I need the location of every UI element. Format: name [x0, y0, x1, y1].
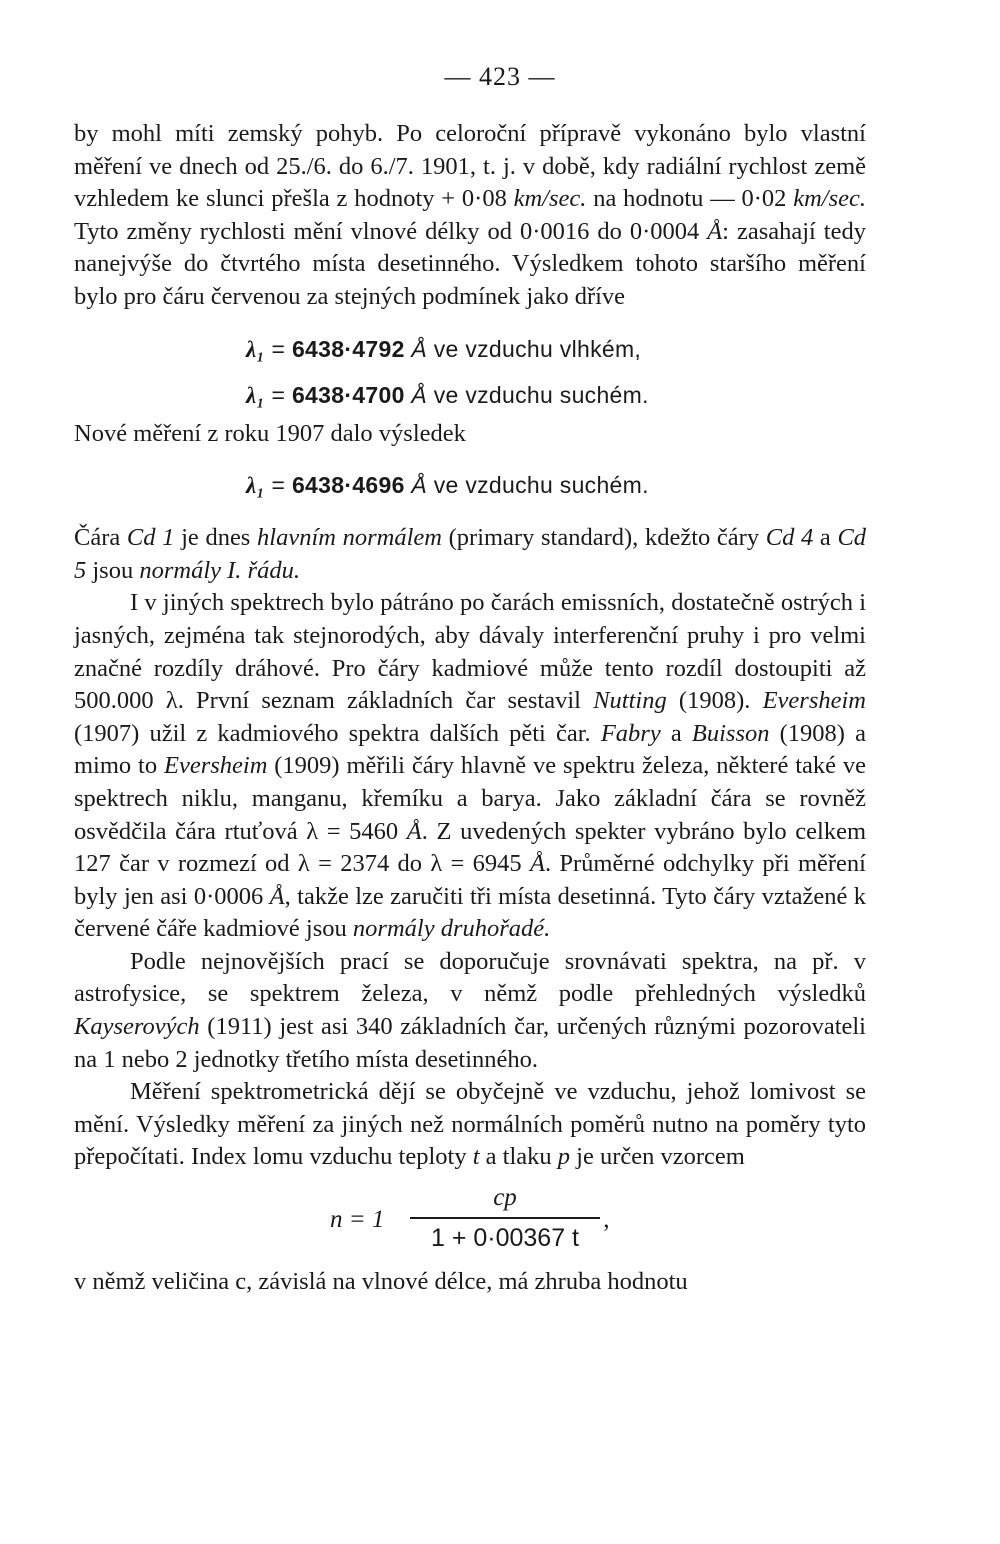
equation-lhs: λ₁	[246, 473, 265, 499]
equation-operator: =	[271, 335, 286, 362]
refraction-formula	[74, 1174, 866, 1266]
text-run: , takže lze zaručiti tři místa desetinná. Tyto čáry vztažené k červené čáře kadmiové jsou	[74, 882, 866, 943]
equation-text: ve vzduchu vlhkém,	[433, 335, 642, 362]
author-name: Eversheim	[163, 752, 268, 780]
equation-unit: Å	[411, 472, 428, 499]
text-run: jsou	[86, 556, 140, 584]
equation-text: ve vzduchu suchém.	[433, 381, 649, 408]
author-name: Fabry	[600, 719, 661, 747]
text-run: Podle nejnovějších prací se doporučuje srovnávati spektra, na př. v astrofysice, se spektrem železa, v němž podle přehledných výsledků	[74, 947, 866, 1008]
equation-value: 6438·4696	[291, 472, 405, 499]
fraction-bar	[410, 1217, 600, 1219]
author-name: Nutting	[593, 687, 667, 715]
text-run: (1911) jest asi 340 základních čar, určených různými pozorovateli na 1 nebo 2 jednotky třetího místa desetinného.	[74, 1013, 866, 1073]
text-run: (1909) měřili čáry hlavně ve spektru železa, některé také ve spektrech niklu, manganu, křemíku a barya. Jako základní čára se rovněž osvědčila čára rtuťová λ = 5460	[74, 752, 866, 845]
equation-unit: Å	[411, 335, 428, 362]
equation-value: 6438·4792	[291, 335, 405, 362]
text-run: : zasahají tedy nanejvýše do čtvrtého místa desetinného. Výsledkem tohoto staršího měření bylo pro čáru červenou za stejných podmínek jako dříve	[74, 217, 866, 310]
text-run: (primary standard), kdežto čáry	[441, 524, 766, 552]
unit-text: km/sec.	[793, 185, 866, 213]
unit-text: Å	[529, 850, 545, 878]
text-run: Měření spektrometrická dějí se obyčejně ve vzduchu, jehož lomivost se mění. Výsledky měření za jiných než normálních poměrů nutno na poměry tyto přepočítati. Index lomu vzduchu teploty	[74, 1078, 866, 1171]
text-run: na hodnotu — 0·02	[586, 185, 794, 213]
author-name: Kayserových	[74, 1013, 200, 1041]
text-run: (1907) užil z kadmiového spektra dalších pěti čar.	[74, 719, 601, 747]
formula-numerator: cp	[493, 1184, 517, 1212]
text-run: Tyto změny rychlosti mění vlnové délky od 0·0016 do 0·0004	[74, 217, 708, 245]
variable-t: t	[472, 1143, 480, 1171]
author-name: Eversheim	[762, 687, 866, 715]
text-run: a	[660, 719, 692, 747]
unit-text: km/sec.	[513, 185, 587, 213]
text-run: je určen vzorcem	[570, 1143, 745, 1171]
equation-value: 6438·4700	[291, 381, 405, 408]
unit-text: Å	[269, 882, 285, 910]
equation-3	[74, 462, 866, 508]
paragraph-4	[74, 587, 866, 946]
text-run: . Průměrné odchylky při měření byly jen asi 0·0006	[74, 850, 866, 910]
equation-operator: =	[271, 472, 286, 499]
equation-lhs: λ₁	[246, 336, 265, 362]
formula-denominator: 1 + 0·00367 t	[430, 1223, 580, 1252]
formula-trailing-mark: ’	[602, 1220, 611, 1248]
italic-text: hlavním normálem	[257, 524, 442, 552]
text-run: (1908) a mimo to	[74, 719, 866, 780]
unit-text: Å	[406, 817, 422, 845]
author-name: Buisson	[691, 719, 770, 747]
equation-2	[74, 372, 866, 418]
text-run: . Z uvedených spekter vybráno bylo celkem 127 čar v rozmezí od λ = 2374 do λ = 6945	[74, 817, 866, 878]
paragraph-6	[74, 1076, 866, 1174]
italic-text: normály druhořadé.	[352, 915, 551, 943]
italic-text: Cd 1	[126, 524, 175, 552]
text-run: a	[813, 524, 838, 552]
paragraph-7	[74, 1266, 866, 1299]
page-number: — 423 —	[444, 62, 556, 91]
body-text	[74, 118, 866, 1299]
text-run: Čára	[74, 524, 127, 552]
text-run: je dnes	[174, 524, 258, 552]
italic-text: normály I. řádu.	[139, 556, 300, 584]
equation-lhs: λ₁	[246, 382, 265, 408]
formula-lhs: n = 1	[330, 1206, 385, 1234]
equation-unit: Å	[411, 381, 428, 408]
paragraph-5	[74, 946, 866, 1076]
text-run: I v jiných spektrech bylo pátráno po čarách emissních, dostatečně ostrých i jasných, zejména tak stejnorodých, aby dávaly interferenční pruhy i pro velmi značné rozdíly dráhové. Pro čáry kadmiové může tento rozdíl dostoupiti až 500.000 λ. První seznam základních čar sestavil	[74, 589, 866, 715]
italic-text: Cd 5	[74, 524, 867, 584]
variable-p: p	[557, 1143, 571, 1171]
paragraph-2	[74, 418, 866, 451]
text-run: by mohl míti zemský pohyb. Po celoroční přípravě vykonáno bylo vlastní měření ve dnech od 25./6. do 6./7. 1901, t. j. v době, kdy radiální rychlost země vzhledem ke slunci přešla z hodnoty + 0·08	[74, 120, 866, 213]
paragraph-3	[74, 522, 866, 587]
text-run: a tlaku	[479, 1143, 558, 1171]
equation-1	[74, 326, 866, 372]
equation-operator: =	[271, 381, 286, 408]
formula-fraction	[410, 1182, 600, 1254]
text-run: (1908).	[666, 687, 763, 715]
equation-text: ve vzduchu suchém.	[433, 472, 649, 499]
paragraph-1	[74, 118, 866, 314]
italic-text: Cd 4	[765, 524, 814, 552]
unit-text: Å	[707, 217, 723, 245]
text-run: v němž veličina c, závislá na vlnové délce, má zhruba hodnotu	[74, 1268, 688, 1296]
text-run: Nové měření z roku 1907 dalo výsledek	[74, 419, 466, 447]
